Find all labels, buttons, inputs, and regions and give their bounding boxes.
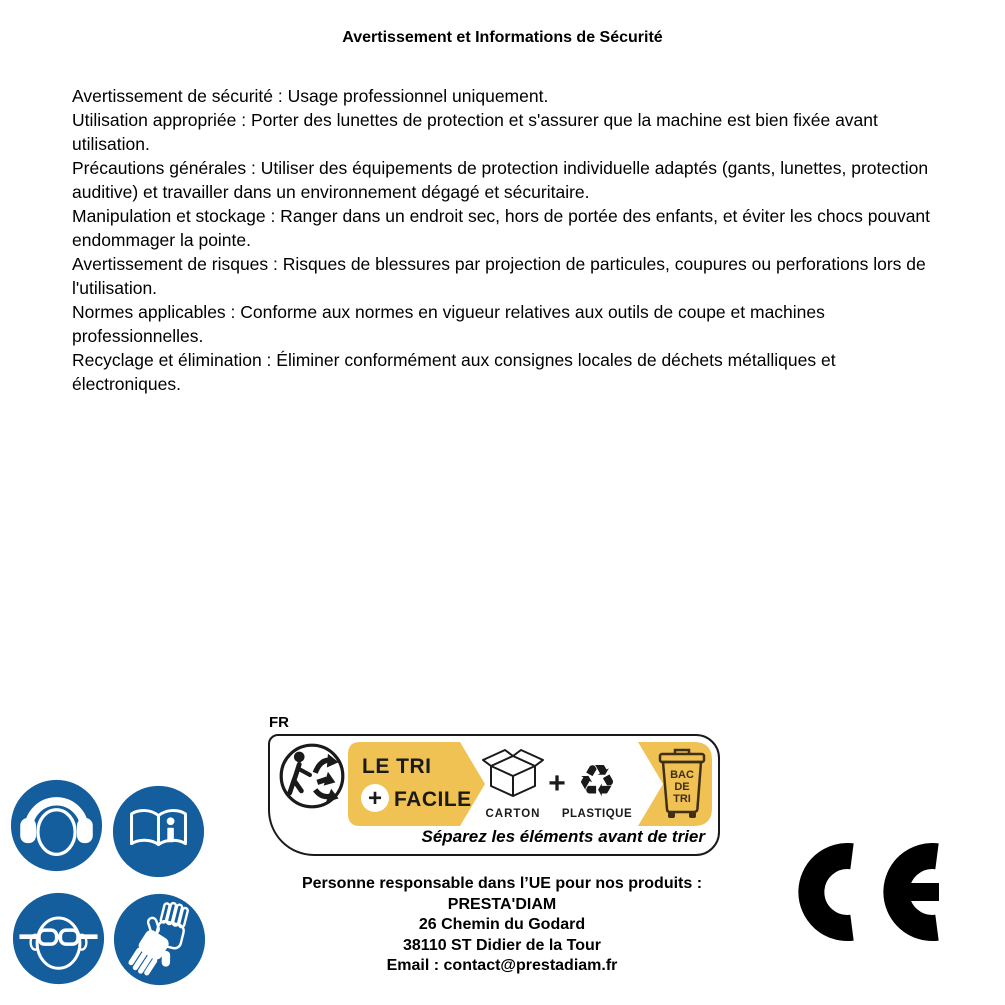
bin-line: BAC xyxy=(670,769,694,781)
address-line: 26 Chemin du Godard xyxy=(418,916,586,934)
plastic-recycling-icon: ♻ xyxy=(577,757,617,806)
safety-paragraph: Précautions générales : Utiliser des équipements de protection individuelle adaptés (gants, lunettes, protection auditive) et travailler dans un environnement dégagé et sécuritaire. xyxy=(72,158,929,202)
tri-word1: LE TRI xyxy=(362,755,432,778)
email-line: Email : contact@prestadiam.fr xyxy=(386,957,618,975)
page-title: Avertissement et Informations de Sécurité xyxy=(342,29,663,46)
material2-label: PLASTIQUE xyxy=(561,808,633,820)
ce-mark-icon xyxy=(798,843,939,943)
carton-box-icon xyxy=(483,750,543,796)
safety-paragraph: Avertissement de sécurité : Usage professionnel uniquement. xyxy=(72,86,549,106)
hand-protection-icon xyxy=(113,893,206,986)
tri-plus: + xyxy=(367,785,383,812)
sorting-info-label xyxy=(268,734,720,856)
safety-text-block xyxy=(72,84,944,396)
responsible-person-block xyxy=(252,874,752,977)
country-code-label: FR xyxy=(269,714,289,731)
eye-protection-icon xyxy=(12,892,105,985)
safety-paragraph: Normes applicables : Conforme aux normes en vigueur relatives aux outils de coupe et machines professionnelles. xyxy=(72,302,825,346)
read-manual-icon xyxy=(112,785,205,878)
tri-word2: FACILE xyxy=(394,788,472,811)
ear-protection-icon xyxy=(10,779,103,872)
responsible-line: Personne responsable dans l’UE pour nos produits : xyxy=(301,875,703,892)
sorting-instruction: Séparez les éléments avant de trier xyxy=(421,827,705,846)
safety-paragraph: Manipulation et stockage : Ranger dans un endroit sec, hors de portée des enfants, et éviter les chocs pouvant endommager la pointe. xyxy=(72,206,931,250)
company-name: PRESTA'DIAM xyxy=(447,895,557,913)
materials-separator: + xyxy=(548,767,566,800)
material1-label: CARTON xyxy=(485,808,541,820)
tri-facile-band xyxy=(348,742,712,826)
safety-paragraph: Recyclage et élimination : Éliminer conformément aux consignes locales de déchets métalliques et électroniques. xyxy=(72,350,836,394)
triman-logo-icon xyxy=(278,742,346,810)
safety-paragraph: Avertissement de risques : Risques de blessures par projection de particules, coupures ou perforations lors de l'utilisation. xyxy=(72,254,926,298)
bin-line: TRI xyxy=(673,793,691,805)
safety-paragraph: Utilisation appropriée : Porter des lunettes de protection et s'assurer que la machine est bien fixée avant utilisation. xyxy=(72,110,878,154)
bin-line: DE xyxy=(674,781,690,793)
address-line: 38110 ST Didier de la Tour xyxy=(403,936,601,954)
